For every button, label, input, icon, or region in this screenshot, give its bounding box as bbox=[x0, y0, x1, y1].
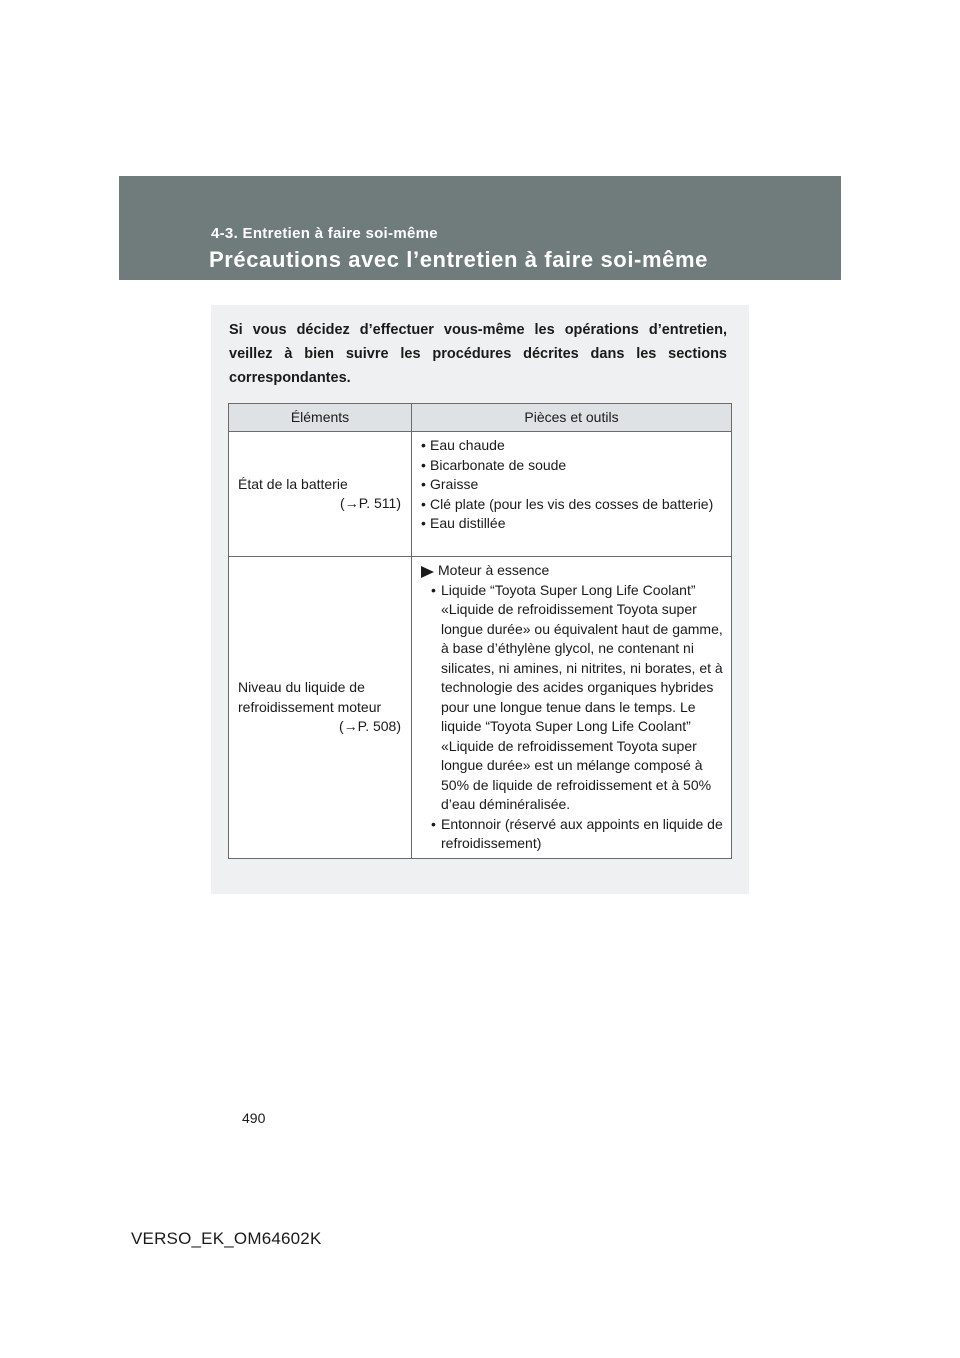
triangle-marker-icon bbox=[421, 566, 434, 578]
list-item: • Liquide “Toyota Super Long Life Coolant” «Liquide de refroidissement Toyota super longue durée» ou équivalent haut de gamme, à base d’éthylène glycol, ne contenant ni silicates, ni amines, ni nitrites, ni borates, et à technologie des acides organiques hybrides pour une longue tenue dans le temps. Le liquide “Toyota Super Long Life Coolant” «Liquide de refroidissement Toyota super longue durée» est un mélange composé à 50% de liquide de refroidissement et à 50% d’eau déminéralisée. bbox=[431, 581, 723, 812]
column-header-items: Éléments bbox=[229, 404, 412, 432]
page-title: Précautions avec l’entretien à faire soi-même bbox=[209, 247, 708, 272]
list-item: • Entonnoir (réservé aux appoints en liquide de refroidissement) bbox=[431, 815, 723, 851]
page-number: 490 bbox=[242, 1110, 266, 1126]
document-code: VERSO_EK_OM64602K bbox=[131, 1229, 322, 1248]
tools-cell bbox=[412, 557, 732, 859]
page-reference-link[interactable]: (→P. 508) bbox=[339, 718, 401, 734]
page-reference-link[interactable]: (→P. 511) bbox=[340, 495, 401, 511]
item-cell bbox=[229, 432, 412, 557]
tools-cell bbox=[412, 432, 732, 557]
list-item: • Bicarbonate de soude bbox=[421, 456, 567, 473]
engine-subheading: Moteur à essence bbox=[421, 561, 727, 581]
list-item: • Eau distillée bbox=[421, 515, 506, 531]
section-label: 4-3. Entretien à faire soi-même bbox=[211, 225, 438, 242]
item-name: État de la batterie bbox=[238, 475, 348, 492]
column-header-tools: Pièces et outils bbox=[412, 404, 732, 432]
tools-list bbox=[431, 581, 727, 854]
list-item: • Clé plate (pour les vis des cosses de batterie) bbox=[421, 495, 714, 512]
parts-tools-table bbox=[228, 403, 732, 859]
table-header-row bbox=[229, 404, 732, 432]
item-name: Niveau du liquide de refroidissement moteur bbox=[238, 679, 382, 715]
table-row bbox=[229, 557, 732, 859]
list-item: • Eau chaude bbox=[421, 437, 505, 453]
item-cell bbox=[229, 557, 412, 859]
list-item: • Graisse bbox=[421, 476, 479, 492]
intro-paragraph: Si vous décidez d’effectuer vous-même les opérations d’entretien, veillez à bien suivre les procédures décrites dans les sections correspondantes. bbox=[229, 322, 727, 386]
table-row bbox=[229, 432, 732, 557]
tools-list bbox=[421, 436, 727, 534]
